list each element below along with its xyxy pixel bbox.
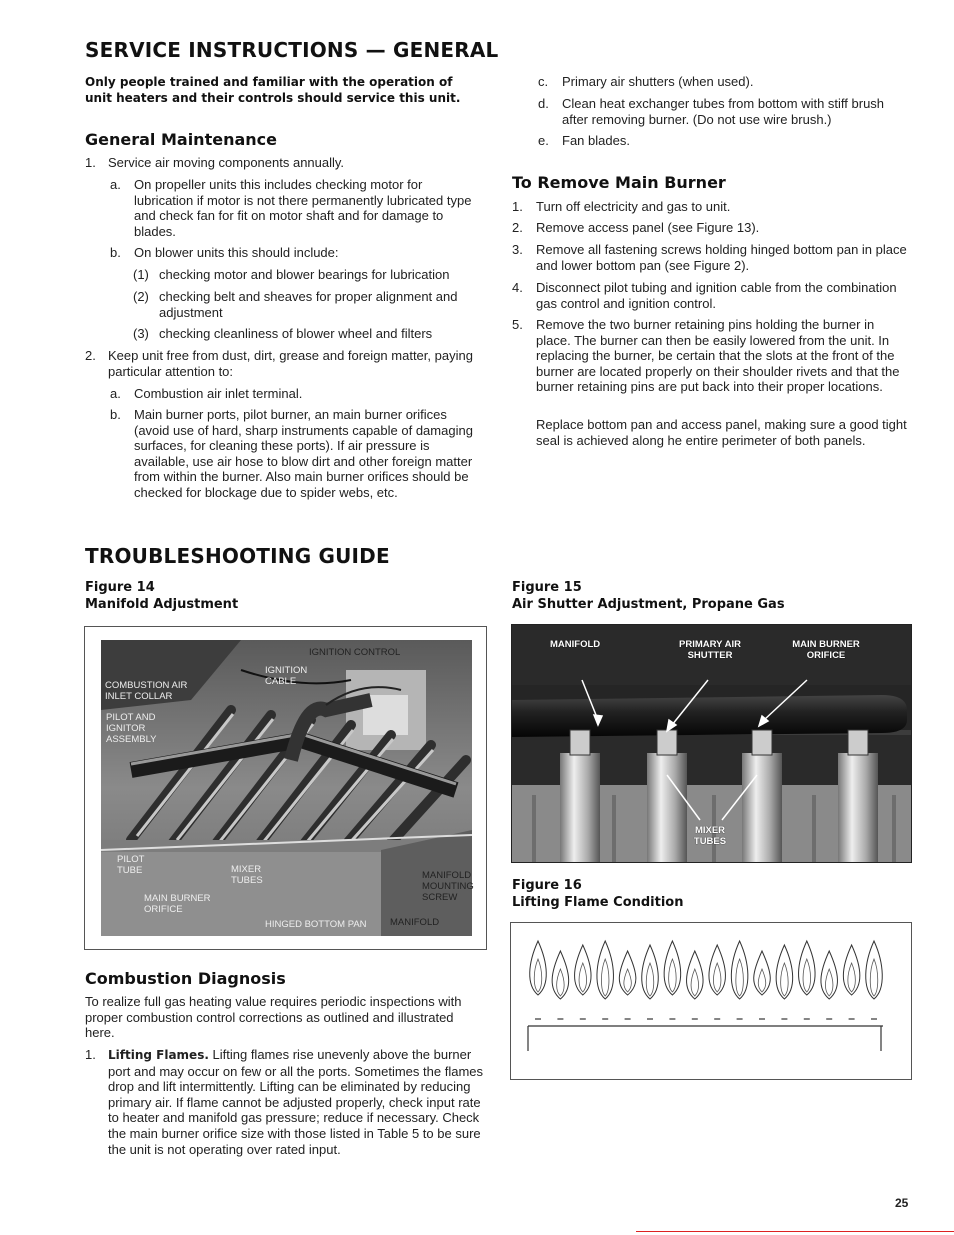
flame-outline <box>687 951 704 999</box>
item-number: a. <box>110 177 121 192</box>
list-item <box>110 407 485 501</box>
figure-16-caption <box>512 877 684 911</box>
item-text: Remove the two burner retaining pins holding the burner in place. The burner can then be easily lowered from the unit. In replacing the burner, be certain that the slots at the front of the burner are located properly on their shoulder rivets and that the burner retaining pins are put back into their proper locations. <box>536 317 900 395</box>
item-number: 2. <box>512 220 523 235</box>
label-ignition-control: IGNITION CONTROL <box>309 647 401 658</box>
flame-inner-cone <box>713 963 721 992</box>
flame-inner-cone <box>579 963 587 992</box>
flame-outline <box>552 951 569 999</box>
item-number: 4. <box>512 280 523 295</box>
item-number: c. <box>538 74 549 89</box>
flame-outline <box>843 945 860 995</box>
item-number: 1. <box>512 199 523 214</box>
closing-paragraph: Replace bottom pan and access panel, making sure a good tight seal is achieved along he entire perimeter of both panels. <box>536 417 907 448</box>
flame-inner-cone <box>691 969 699 996</box>
list-item <box>512 280 910 311</box>
list-item <box>538 96 910 127</box>
item-text: Turn off electricity and gas to unit. <box>536 199 731 214</box>
figure-15-caption <box>512 579 785 613</box>
item-text: On propeller units this includes checking motor for lubrication if motor is not there permanently lubricated type and check fan for fit on motor shaft and for damage to blades. <box>134 177 472 239</box>
flame-inner-cone <box>534 959 542 992</box>
label-manifold: MANIFOLD <box>550 639 601 650</box>
combustion-intro: To realize full gas heating value requires periodic inspections with proper combustion control corrections as outlined and illustrated here. <box>85 994 462 1041</box>
item-text: Main burner ports, pilot burner, an main burner orifices (avoid use of hard, sharp instruments capable of damaging surfaces, for cleaning these ports). If air pressure is available, use air hose to blow dirt and other foreign matter from within the burner. Also main burner orifices should be checked for blockage due to spider webs, etc. <box>134 407 473 500</box>
flame-inner-cone <box>736 959 744 996</box>
flame-outline <box>799 941 816 995</box>
item-number: e. <box>538 133 549 148</box>
item-text: On blower units this should include: <box>134 245 339 260</box>
list-item <box>85 348 485 379</box>
flame-inner-cone <box>781 963 789 996</box>
label-hinged-bottom-pan: HINGED BOTTOM PAN <box>265 919 367 930</box>
troubleshooting-title: TROUBLESHOOTING GUIDE <box>85 544 390 568</box>
list-item <box>133 289 488 320</box>
flame-outline <box>530 941 547 995</box>
flame-inner-cone <box>624 969 632 992</box>
item-text: Keep unit free from dust, dirt, grease and foreign matter, paying particular attention to: <box>108 348 473 379</box>
figure-15 <box>511 624 912 863</box>
list-item <box>512 317 910 395</box>
list-item <box>133 326 488 342</box>
label-manifold: MANIFOLD <box>390 917 440 928</box>
item-number: 2. <box>85 348 96 363</box>
list-item <box>512 242 910 273</box>
label-mixer-tubes: MIXER TUBES <box>231 864 263 886</box>
item-text <box>108 1047 485 1157</box>
flame-outline <box>575 945 592 995</box>
label-pilot-tube: PILOT TUBE <box>117 854 145 876</box>
list-item <box>512 220 910 236</box>
item-text: checking belt and sheaves for proper alignment and adjustment <box>159 289 458 320</box>
flame-inner-cone <box>870 959 878 996</box>
flame-outline <box>664 941 681 995</box>
service-intro: Only people trained and familiar with the operation of unit heaters and their controls should service this unit. <box>85 75 461 105</box>
label-ignition-cable: IGNITION CABLE <box>265 665 308 687</box>
flame-inner-cone <box>557 969 565 996</box>
flame-outline <box>821 951 838 999</box>
figure-title: Lifting Flame Condition <box>512 895 684 910</box>
item-number: 1. <box>85 1047 96 1062</box>
combustion-diagnosis-heading: Combustion Diagnosis <box>85 969 286 988</box>
list-item <box>512 199 910 215</box>
general-maintenance-heading: General Maintenance <box>85 130 277 149</box>
label-manifold-mounting-screw: MANIFOLD MOUNTING SCREW <box>422 870 474 903</box>
flame-outline <box>709 945 726 995</box>
flame-inner-cone <box>669 959 677 992</box>
figure-14-caption <box>85 579 238 613</box>
footer-accent-line <box>636 1231 954 1232</box>
figure-title: Air Shutter Adjustment, Propane Gas <box>512 597 785 612</box>
item-number: b. <box>110 407 121 422</box>
item-text: Fan blades. <box>562 133 630 148</box>
item-number: 5. <box>512 317 523 332</box>
list-item <box>133 267 488 283</box>
figure-16-drawing <box>511 923 911 1079</box>
figure-number: Figure 15 <box>512 580 582 595</box>
item-number: 3. <box>512 242 523 257</box>
flame-inner-cone <box>848 963 856 992</box>
item-text: Disconnect pilot tubing and ignition cable from the combination gas control and ignition control. <box>536 280 897 311</box>
item-text: Combustion air inlet terminal. <box>134 386 303 401</box>
figure-14 <box>84 626 487 950</box>
item-text: Service air moving components annually. <box>108 155 345 170</box>
item-text: Primary air shutters (when used). <box>562 74 754 89</box>
item-number: (1) <box>133 267 149 282</box>
item-number: (3) <box>133 326 149 341</box>
label-combustion-air-inlet-collar: COMBUSTION AIR INLET COLLAR <box>105 680 188 702</box>
figure-title: Manifold Adjustment <box>85 597 239 612</box>
flame-inner-cone <box>825 969 833 996</box>
label-main-burner-orifice: MAIN BURNER ORIFICE <box>144 893 211 915</box>
item-text: Remove access panel (see Figure 13). <box>536 220 760 235</box>
flame-outline <box>754 951 771 995</box>
flame-outline <box>642 945 659 999</box>
item-number: a. <box>110 386 121 401</box>
item-text: checking motor and blower bearings for lubrication <box>159 267 450 282</box>
list-item <box>110 177 485 239</box>
item-number: 1. <box>85 155 96 170</box>
item-number: (2) <box>133 289 149 304</box>
flame-outline <box>776 945 793 999</box>
service-title: SERVICE INSTRUCTIONS — GENERAL <box>85 38 499 62</box>
item-body: Lifting flames rise unevenly above the burner port and may occur on few or all the ports. Sometimes the flames drop and lift intermittently. Lifting can be eliminated by reducing primary air. If flame cannot be adjusted properly, check input rate to heater and manifold gas pressure; reduce if necessary. Check the main burner orifice size with those listed in Table 5 to be sure the unit is not operating over rated input. <box>108 1047 484 1157</box>
item-text: checking cleanliness of blower wheel and filters <box>159 326 433 341</box>
flame-inner-cone <box>601 959 609 996</box>
figure-16 <box>510 922 912 1080</box>
label-primary-air-shutter: PRIMARY AIR SHUTTER <box>679 639 741 661</box>
remove-burner-heading: To Remove Main Burner <box>512 173 726 192</box>
list-item <box>538 133 910 149</box>
item-text: Clean heat exchanger tubes from bottom with stiff brush after removing burner. (Do not use wire brush.) <box>562 96 885 127</box>
flame-outline <box>731 941 748 999</box>
flame-outline <box>597 941 614 999</box>
item-lead: Lifting Flames. <box>108 1048 209 1062</box>
list-item <box>110 245 485 261</box>
list-item <box>85 1047 485 1157</box>
flame-outline <box>619 951 636 995</box>
flame-inner-cone <box>646 963 654 996</box>
list-item <box>85 155 485 171</box>
flame-inner-cone <box>803 959 811 992</box>
label-pilot-ignitor-assembly: PILOT AND IGNITOR ASSEMBLY <box>106 712 157 745</box>
label-main-burner-orifice: MAIN BURNER ORIFICE <box>792 639 860 661</box>
figure-number: Figure 16 <box>512 878 582 893</box>
item-number: d. <box>538 96 549 111</box>
list-item <box>538 74 910 90</box>
label-mixer-tubes: MIXER TUBES <box>693 825 727 847</box>
page-number: 25 <box>895 1196 909 1210</box>
item-text: Remove all fastening screws holding hinged bottom pan in place and lower bottom pan (see Figure 2). <box>536 242 907 273</box>
list-item <box>110 386 485 402</box>
figure-number: Figure 14 <box>85 580 155 595</box>
flame-inner-cone <box>758 969 766 992</box>
item-number: b. <box>110 245 121 260</box>
flame-outline <box>866 941 883 999</box>
